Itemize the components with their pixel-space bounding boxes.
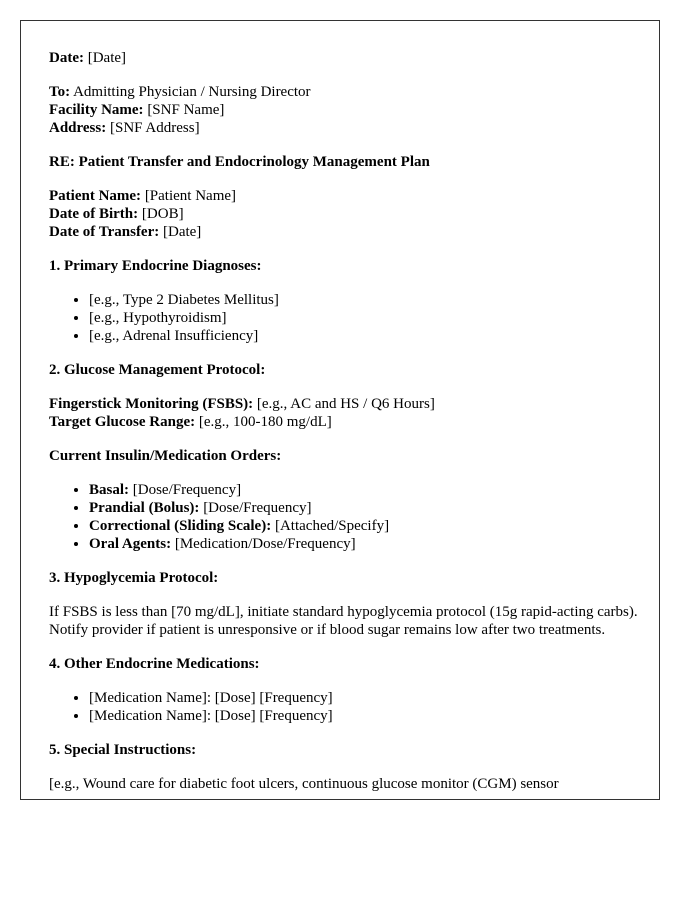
facility-line — [49, 101, 639, 119]
order-value: [Medication/Dose/Frequency] — [174, 536, 356, 552]
list-item — [89, 517, 639, 535]
to-line — [49, 83, 639, 101]
list-item — [89, 481, 639, 499]
list-item — [89, 499, 639, 517]
patient-name-label: Patient Name: — [49, 188, 142, 204]
section2-heading: 2. Glucose Management Protocol: — [49, 362, 266, 378]
hypoglycemia-paragraph: If FSBS is less than [70 mg/dL], initiate standard hypoglycemia protocol (15g rapid-acting carbs). Notify provider if patient is unresponsive or if blood sugar remains low after two treatments. — [49, 604, 638, 638]
monitoring-line — [49, 395, 639, 413]
list-item: • [Medication Name]: [Dose] [Frequency] — [89, 707, 639, 725]
order-value: [Attached/Specify] — [274, 518, 390, 534]
date-value: [Date] — [87, 50, 127, 66]
other-medications-list — [49, 689, 639, 725]
re-line — [49, 153, 639, 171]
order-label: Prandial (Bolus): — [89, 500, 200, 516]
facility-label: Facility Name: — [49, 102, 144, 118]
list-item: • [Medication Name]: [Dose] [Frequency] — [89, 689, 639, 707]
special-instructions-paragraph: [e.g., Wound care for diabetic foot ulcers, continuous glucose monitor (CGM) sensor — [49, 776, 559, 792]
patient-name-line — [49, 187, 639, 205]
section5-heading: 5. Special Instructions: — [49, 742, 197, 758]
facility-value: [SNF Name] — [147, 102, 225, 118]
list-item: • [e.g., Hypothyroidism] — [89, 309, 639, 327]
address-line — [49, 119, 639, 137]
transfer-date-label: Date of Transfer: — [49, 224, 160, 240]
address-label: Address: — [49, 120, 107, 136]
target-range-value: [e.g., 100-180 mg/dL] — [198, 414, 332, 430]
target-range-label: Target Glucose Range: — [49, 414, 196, 430]
order-label: Correctional (Sliding Scale): — [89, 518, 272, 534]
transfer-date-value: [Date] — [163, 224, 202, 240]
diagnoses-list — [49, 291, 639, 345]
list-item — [89, 535, 639, 553]
section3-heading: 3. Hypoglycemia Protocol: — [49, 570, 219, 586]
section4-heading: 4. Other Endocrine Medications: — [49, 656, 260, 672]
order-value: [Dose/Frequency] — [132, 482, 242, 498]
address-value: [SNF Address] — [109, 120, 200, 136]
to-label: To: — [49, 84, 71, 100]
dob-value: [DOB] — [141, 206, 184, 222]
document-content — [49, 49, 639, 793]
list-item: • [e.g., Type 2 Diabetes Mellitus] — [89, 291, 639, 309]
transfer-date-line — [49, 223, 639, 241]
order-label: Basal: — [89, 482, 130, 498]
document-page — [20, 20, 660, 800]
dob-line — [49, 205, 639, 223]
monitoring-value: [e.g., AC and HS / Q6 Hours] — [256, 396, 435, 412]
order-value: [Dose/Frequency] — [203, 500, 312, 516]
orders-list — [49, 481, 639, 553]
list-item: • [e.g., Adrenal Insufficiency] — [89, 327, 639, 345]
patient-name-value: [Patient Name] — [144, 188, 237, 204]
orders-heading: Current Insulin/Medication Orders: — [49, 448, 282, 464]
monitoring-label: Fingerstick Monitoring (FSBS): — [49, 396, 254, 412]
dob-label: Date of Birth: — [49, 206, 139, 222]
target-range-line — [49, 413, 639, 431]
section1-heading: 1. Primary Endocrine Diagnoses: — [49, 258, 262, 274]
re-subject: RE: Patient Transfer and Endocrinology Management Plan — [49, 154, 430, 170]
date-line — [49, 49, 639, 67]
order-label: Oral Agents: — [89, 536, 172, 552]
date-label: Date: — [49, 50, 84, 66]
to-value: Admitting Physician / Nursing Director — [73, 84, 311, 100]
